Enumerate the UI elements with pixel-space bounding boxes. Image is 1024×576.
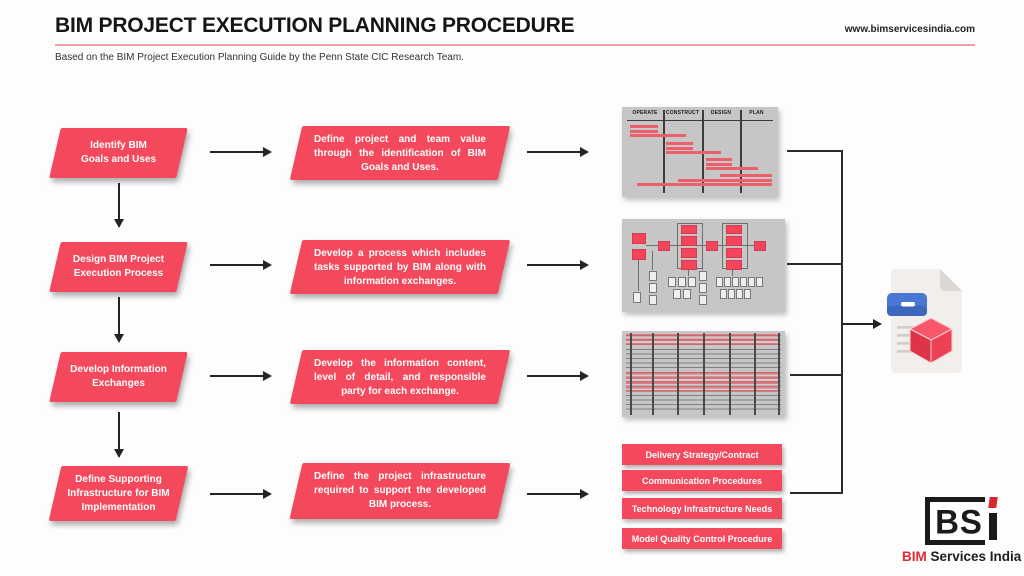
logo-caption-bim: BIM (902, 549, 927, 564)
gbar-shape (637, 183, 772, 186)
pred-shape (726, 236, 742, 246)
gbar-shape (706, 167, 758, 170)
deliverable-delivery-strategy: Delivery Strategy/Contract (622, 444, 782, 465)
gbar-shape (706, 158, 732, 161)
description-information-content (296, 350, 504, 404)
deliverable-technology-needs: Technology Infrastructure Needs (622, 498, 782, 519)
gline-shape (627, 120, 773, 122)
pwhite-shape (668, 277, 676, 287)
logo-bracket (925, 497, 985, 545)
pred-shape (681, 248, 697, 258)
pwhite-shape (724, 277, 731, 287)
header-subtitle: Based on the BIM Project Execution Planning Guide by the Penn State CIC Research Team. (55, 52, 464, 63)
pwhite-shape (673, 289, 681, 299)
pred-shape (681, 236, 697, 246)
gantt-column-label: CONSTRUCT (665, 110, 700, 116)
tvline-shape (778, 333, 780, 415)
description-text: Define the project infrastructure required to support the developed BIM process. (314, 471, 486, 510)
pwhite-shape (649, 271, 657, 281)
step-define-supporting-infrastructure (55, 466, 182, 521)
pwhite-shape (699, 271, 707, 281)
pred-shape (726, 248, 742, 258)
doc-tab-dash (901, 302, 915, 307)
pwhite-shape (744, 289, 751, 299)
exchange-table-panel (622, 331, 785, 417)
right-arrow-row2 (210, 259, 272, 271)
pwhite-shape (716, 277, 723, 287)
panel-arrow-row2 (527, 259, 589, 271)
gantt-bars-layer (622, 107, 778, 197)
pwhite-shape (633, 292, 641, 303)
process-map-layer (622, 219, 785, 312)
gbar-shape (630, 130, 658, 133)
deliverable-model-quality: Model Quality Control Procedure (622, 528, 782, 549)
pred-shape (658, 241, 670, 251)
right-arrow-row1 (210, 146, 272, 158)
description-goals-uses (296, 126, 504, 180)
pred-shape (726, 260, 742, 270)
pred-shape (754, 241, 766, 251)
gbar-shape (720, 174, 772, 177)
pwhite-shape (748, 277, 755, 287)
document-arrow (842, 318, 882, 330)
gbar-shape (630, 134, 686, 137)
pwhite-shape (756, 277, 763, 287)
bracket-stub-row4 (790, 492, 842, 494)
pwhite-shape (736, 289, 743, 299)
tvline-shape (677, 333, 679, 415)
pwhite-shape (649, 283, 657, 293)
bsi-logo (902, 497, 1020, 564)
logo-letter-i (989, 497, 997, 545)
pred-shape (706, 241, 718, 251)
gantt-column-label: DESIGN (710, 110, 732, 116)
pwhite-shape (720, 289, 727, 299)
gantt-schedule-panel (622, 107, 778, 197)
pwhite-shape (649, 295, 657, 305)
pwhite-shape (740, 277, 747, 287)
description-process (296, 240, 504, 294)
right-arrow-row4 (210, 488, 272, 500)
table-overlay-layer (622, 331, 785, 417)
description-text: Develop the information content, level of detail, and responsible party for each exchange. (314, 358, 486, 397)
pwhite-shape (688, 277, 696, 287)
deliverable-communication-procedures: Communication Procedures (622, 470, 782, 491)
step-develop-information-exchanges (55, 352, 182, 402)
pred-shape (681, 225, 697, 234)
down-arrow-1 (113, 183, 125, 228)
pwhite-shape (699, 283, 707, 293)
tvline-shape (630, 333, 632, 415)
bracket-stub-row2 (787, 263, 842, 265)
process-map-panel (622, 219, 785, 312)
step-label: Identify BIM Goals and Uses (80, 140, 157, 165)
pwhite-shape (678, 277, 686, 287)
bsi-logo-mark (925, 497, 997, 545)
gbar-shape (706, 163, 732, 166)
pred-shape (632, 249, 646, 260)
tvline-shape (652, 333, 654, 415)
tvline-shape (703, 333, 705, 415)
bracket-stub-row1 (787, 150, 842, 152)
logo-letters: BS (935, 501, 983, 541)
step-identify-bim-goals (55, 128, 182, 178)
logo-caption (902, 549, 1020, 564)
pred-shape (726, 225, 742, 234)
bep-document-icon (884, 266, 966, 376)
step-label: Define Supporting Infrastructure for BIM Implementation (67, 473, 170, 513)
tvline-shape (754, 333, 756, 415)
tvline-shape (729, 333, 731, 415)
gantt-column-label: OPERATE (632, 110, 658, 116)
header-divider (55, 44, 975, 46)
page-title: BIM PROJECT EXECUTION PLANNING PROCEDURE (55, 14, 575, 37)
bracket-stub-row3 (790, 374, 842, 376)
logo-i-dot (988, 497, 998, 508)
panel-arrow-row1 (527, 146, 589, 158)
pred-shape (632, 233, 646, 244)
pwhite-shape (683, 289, 691, 299)
panel-arrow-row4 (527, 488, 589, 500)
step-design-execution-process (55, 242, 182, 292)
step-label: Design BIM Project Execution Process (72, 254, 165, 279)
gline-shape (663, 110, 665, 193)
pwhite-shape (699, 295, 707, 305)
gantt-column-label: PLAN (749, 110, 764, 116)
gbar-shape (666, 151, 721, 154)
description-text: Develop a process which includes tasks supported by BIM along with information exchanges. (314, 248, 486, 287)
pline-shape (646, 245, 658, 246)
description-infrastructure (296, 463, 504, 519)
gbar-shape (678, 179, 772, 182)
description-text: Define project and team value through the identification of BIM Goals and Uses. (314, 134, 486, 173)
down-arrow-2 (113, 297, 125, 343)
down-arrow-3 (113, 412, 125, 458)
logo-caption-rest: Services India (926, 549, 1022, 564)
gbar-shape (666, 147, 693, 150)
panel-arrow-row3 (527, 370, 589, 382)
pwhite-shape (732, 277, 739, 287)
gbar-shape (666, 142, 693, 145)
logo-i-stem (989, 513, 997, 540)
gbar-shape (630, 125, 658, 128)
right-arrow-row3 (210, 370, 272, 382)
pline-shape (652, 251, 653, 270)
website-url: www.bimservicesindia.com (844, 24, 975, 35)
step-label: Develop Information Exchanges (70, 364, 167, 389)
pwhite-shape (728, 289, 735, 299)
pred-shape (681, 260, 697, 270)
pline-shape (638, 260, 639, 291)
